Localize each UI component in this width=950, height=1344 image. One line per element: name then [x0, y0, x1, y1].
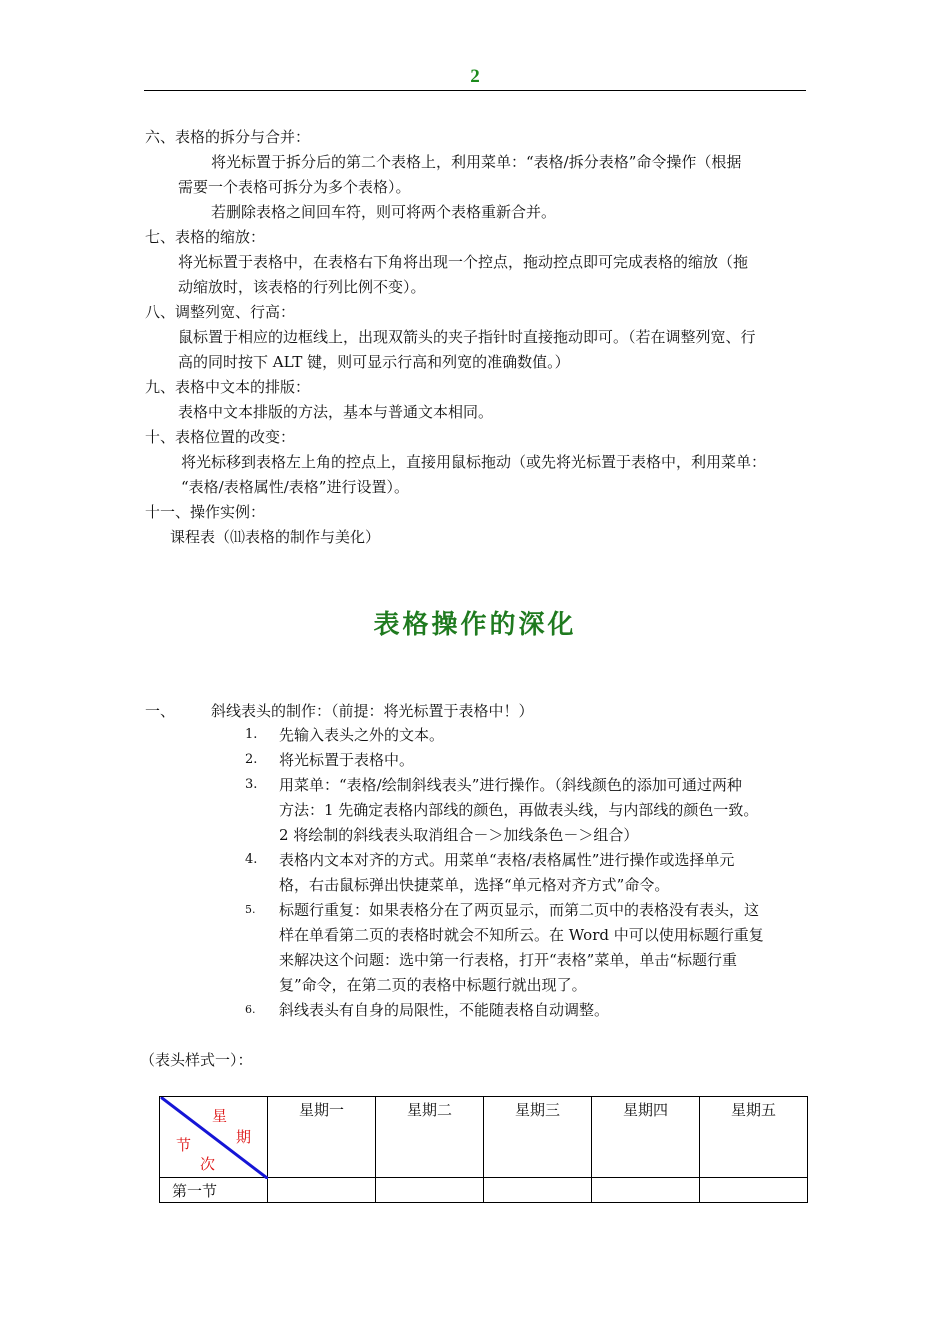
section-6-heading: 六、表格的拆分与合并： — [145, 128, 311, 146]
diag-label-xing: 星 — [212, 1107, 228, 1125]
step-line: 先输入表头之外的文本。 — [279, 726, 445, 744]
item-1-text: 斜线表头的制作：（前提：将光标置于表格中！） — [211, 702, 534, 720]
diag-label-jie: 节 — [176, 1136, 192, 1154]
section-10-line: “表格/表格属性/表格”进行设置）。 — [181, 478, 409, 496]
header-cell-thu[interactable]: 星期四 — [592, 1097, 700, 1178]
step-line: 方法：1 先确定表格内部线的颜色，再做表头线，与内部线的颜色一致。 — [279, 801, 759, 819]
step-number: 6. — [245, 1003, 256, 1016]
header-cell-fri[interactable]: 星期五 — [700, 1097, 808, 1178]
table-cell[interactable] — [484, 1178, 592, 1203]
section-7-line: 动缩放时，该表格的行列比例不变）。 — [178, 278, 426, 296]
section-7-line: 将光标置于表格中，在表格右下角将出现一个控点，拖动控点即可完成表格的缩放（拖 — [178, 253, 749, 271]
section-8-line: 鼠标置于相应的边框线上，出现双箭头的夹子指针时直接拖动即可。（若在调整列宽、行 — [178, 328, 756, 346]
sample-label: （表头样式一）： — [140, 1051, 253, 1069]
section-10-heading: 十、表格位置的改变： — [145, 428, 296, 446]
header-cell-wed[interactable]: 星期三 — [484, 1097, 592, 1178]
table-cell[interactable] — [376, 1178, 484, 1203]
section-11-line: 课程表（⑾表格的制作与美化） — [170, 528, 381, 546]
section-9-line: 表格中文本排版的方法，基本与普通文本相同。 — [178, 403, 494, 421]
section-6-line: 将光标置于拆分后的第二个表格上，利用菜单：“表格/拆分表格”命令操作（根据 — [211, 153, 742, 171]
diag-label-ci: 次 — [200, 1155, 216, 1173]
step-line: 样在单看第二页的表格时就会不知所云。在 Word 中可以使用标题行重复 — [279, 926, 764, 944]
table-cell[interactable] — [268, 1178, 376, 1203]
header-cell-tue[interactable]: 星期二 — [376, 1097, 484, 1178]
step-line: 格，右击鼠标弹出快捷菜单，选择“单元格对齐方式”命令。 — [279, 876, 670, 894]
section-11-heading: 十一、操作实例： — [145, 503, 266, 521]
header-cell-mon[interactable]: 星期一 — [268, 1097, 376, 1178]
step-line: 斜线表头有自身的局限性，不能随表格自动调整。 — [279, 1001, 610, 1019]
section-7-heading: 七、表格的缩放： — [145, 228, 266, 246]
step-number: 3. — [245, 777, 258, 792]
page-number: 2 — [470, 66, 480, 87]
step-line: 2 将绘制的斜线表头取消组合－＞加线条色－＞组合） — [279, 826, 639, 844]
table-cell[interactable] — [592, 1178, 700, 1203]
section-6-line: 若删除表格之间回车符，则可将两个表格重新合并。 — [211, 203, 557, 221]
item-1-number: 一、 — [145, 702, 176, 720]
schedule-table — [159, 1096, 808, 1203]
step-line: 标题行重复：如果表格分在了两页显示，而第二页中的表格没有表头，这 — [279, 901, 760, 919]
step-line: 用菜单：“表格/绘制斜线表头”进行操作。（斜线颜色的添加可通过两种 — [279, 776, 742, 794]
step-line: 表格内文本对齐的方式。用菜单“表格/表格属性”进行操作或选择单元 — [279, 851, 735, 869]
row-label-first-period[interactable]: 第一节 — [160, 1178, 268, 1203]
step-number: 2. — [245, 752, 258, 767]
section-10-line: 将光标移到表格左上角的控点上，直接用鼠标拖动（或先将光标置于表格中，利用菜单： — [181, 453, 767, 471]
step-line: 复”命令，在第二页的表格中标题行就出现了。 — [279, 976, 587, 994]
header-rule — [144, 90, 806, 91]
section-6-line: 需要一个表格可拆分为多个表格）。 — [178, 178, 411, 196]
step-line: 来解决这个问题：选中第一行表格，打开“表格”菜单，单击“标题行重 — [279, 951, 738, 969]
section-8-heading: 八、调整列宽、行高： — [145, 303, 296, 321]
step-number: 1. — [245, 727, 258, 742]
step-number: 4. — [245, 852, 258, 867]
diagonal-header-cell[interactable] — [160, 1097, 268, 1178]
section-8-line: 高的同时按下 ALT 键，则可显示行高和列宽的准确数值。） — [178, 353, 570, 371]
diag-label-qi: 期 — [236, 1128, 252, 1146]
step-line: 将光标置于表格中。 — [279, 751, 415, 769]
section-9-heading: 九、表格中文本的排版： — [145, 378, 311, 396]
table-cell[interactable] — [700, 1178, 808, 1203]
section-title: 表格操作的深化 — [373, 610, 577, 640]
step-number: 5. — [245, 903, 256, 916]
